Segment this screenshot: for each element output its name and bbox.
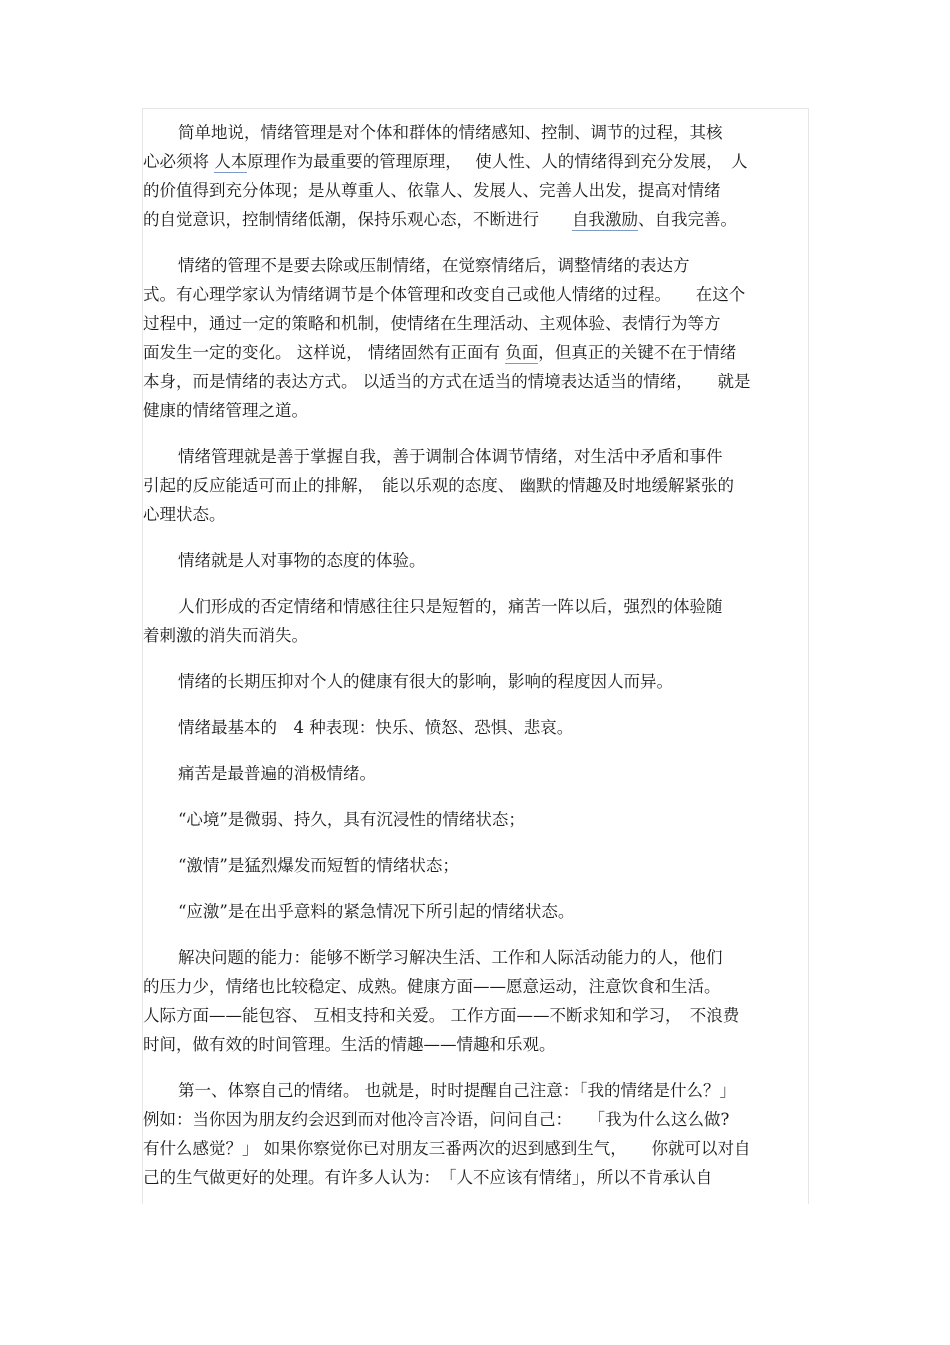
text-line	[143, 1134, 806, 1163]
text-run: 式。有心理学家认为情绪调节是个体管理和改变自己或他人情绪的过程。 在这个	[143, 285, 746, 304]
text-line	[143, 667, 806, 696]
text-run: 引起的反应能适可而止的排解， 能以乐观的态度、 幽默的情趣及时地缓解紧张的	[143, 476, 734, 495]
text-line	[143, 621, 806, 650]
text-line	[143, 396, 806, 425]
text-line	[143, 471, 806, 500]
text-line	[143, 592, 806, 621]
text-run: 过程中，通过一定的策略和机制，使情绪在生理活动、主观体验、表情行为等方	[143, 314, 721, 333]
text-run: “应激”是在出乎意料的紧急情况下所引起的情绪状态。	[178, 902, 575, 921]
text-line	[143, 713, 806, 742]
text-line	[143, 759, 806, 788]
text-run: 情绪的管理不是要去除或压制情绪，在觉察情绪后，调整情绪的表达方	[178, 256, 690, 275]
text-run: 面发生一定的变化。 这样说， 情绪固然有正面有	[143, 343, 506, 362]
text-line	[143, 943, 806, 972]
paragraph	[143, 118, 806, 234]
text-line	[143, 972, 806, 1001]
text-run: 心必须将	[143, 152, 215, 171]
text-line	[143, 805, 806, 834]
text-run: 心理状态。	[143, 505, 226, 524]
text-line	[143, 367, 806, 396]
paragraph	[143, 943, 806, 1059]
paragraph	[143, 759, 806, 788]
paragraph	[143, 713, 806, 742]
underlined-term: 人本	[214, 152, 248, 171]
text-run: 第一、体察自己的情绪。 也就是，时时提醒自己注意：「我的情绪是什么？」	[178, 1081, 736, 1100]
text-run: 的价值得到充分体现；是从尊重人、依靠人、发展人、完善人出发，提高对情绪	[143, 181, 721, 200]
text-run: 人们形成的否定情绪和情感往往只是短暂的，痛苦一阵以后，强烈的体验随	[178, 597, 723, 616]
text-line	[143, 897, 806, 926]
text-run: 情绪就是人对事物的态度的体验。	[178, 551, 426, 570]
text-line	[143, 442, 806, 471]
text-line	[143, 251, 806, 280]
paragraph-gap	[143, 696, 806, 713]
paragraph-gap	[143, 926, 806, 943]
text-run: 情绪管理就是善于掌握自我，善于调制合体调节情绪，对生活中矛盾和事件	[178, 447, 723, 466]
text-run: 人际方面——能包容、 互相支持和关爱。 工作方面——不断求知和学习， 不浪费	[143, 1006, 740, 1025]
text-run: 情绪最基本的 4 种表现：快乐、愤怒、恐惧、悲哀。	[178, 718, 574, 737]
text-line	[143, 1076, 806, 1105]
paragraph-gap	[143, 529, 806, 546]
paragraph	[143, 805, 806, 834]
paragraph	[143, 251, 806, 425]
text-run: 有什么感觉？」 如果你察觉你已对朋友三番两次的迟到感到生气， 你就可以对自	[143, 1139, 751, 1158]
text-line	[143, 1105, 806, 1134]
text-run: 己的生气做更好的处理。有许多人认为： 「人不应该有情绪」，所以不肯承认自	[143, 1168, 713, 1187]
paragraph	[143, 592, 806, 650]
text-line	[143, 280, 806, 309]
paragraph	[143, 546, 806, 575]
text-run: 情绪的长期压抑对个人的健康有很大的影响，影响的程度因人而异。	[178, 672, 673, 691]
text-run: 例如：当你因为朋友约会迟到而对他冷言冷语，问问自己： 「我为什么这么做?	[143, 1110, 730, 1129]
paragraph	[143, 667, 806, 696]
text-line	[143, 338, 806, 367]
paragraph-gap	[143, 425, 806, 442]
paragraph-gap	[143, 650, 806, 667]
text-line	[143, 851, 806, 880]
underlined-term: 自我激励	[572, 210, 638, 229]
text-line	[143, 147, 806, 176]
text-run: ，但真正的关键不在于情绪	[538, 343, 737, 362]
paragraph-gap	[143, 880, 806, 897]
paragraph-gap	[143, 834, 806, 851]
text-run: 的压力少，情绪也比较稳定、成熟。健康方面——愿意运动，注意饮食和生活。	[143, 977, 721, 996]
text-run: “心境”是微弱、持久，具有沉浸性的情绪状态；	[178, 810, 525, 829]
paragraph-gap	[143, 788, 806, 805]
text-line	[143, 205, 806, 234]
text-run: 解决问题的能力：能够不断学习解决生活、工作和人际活动能力的人，他们	[178, 948, 723, 967]
text-line	[143, 1030, 806, 1059]
text-run: “激情”是猛烈爆发而短暂的情绪状态；	[178, 856, 459, 875]
paragraph	[143, 442, 806, 529]
text-run: 、自我完善。	[638, 210, 737, 229]
text-run: 时间，做有效的时间管理。生活的情趣——情趣和乐观。	[143, 1035, 556, 1054]
text-run: 本身，而是情绪的表达方式。 以适当的方式在适当的情境表达适当的情绪， 就是	[143, 372, 751, 391]
text-line	[143, 500, 806, 529]
text-line	[143, 118, 806, 147]
document-body	[143, 118, 806, 1192]
text-run: 的自觉意识，控制情绪低潮，保持乐观心态，不断进行	[143, 210, 572, 229]
paragraph	[143, 851, 806, 880]
text-line	[143, 1163, 806, 1192]
paragraph	[143, 897, 806, 926]
text-line	[143, 176, 806, 205]
text-run: 简单地说，情绪管理是对个体和群体的情绪感知、控制、调节的过程，其核	[178, 123, 723, 142]
underlined-term: 负面	[505, 343, 539, 362]
paragraph-gap	[143, 1059, 806, 1076]
text-line	[143, 309, 806, 338]
text-run: 原理作为最重要的管理原理， 使人性、人的情绪得到充分发展， 人	[247, 152, 748, 171]
text-run: 痛苦是最普遍的消极情绪。	[178, 764, 376, 783]
text-run: 着刺激的消失而消失。	[143, 626, 308, 645]
paragraph-gap	[143, 234, 806, 251]
text-line	[143, 546, 806, 575]
text-run: 健康的情绪管理之道。	[143, 401, 308, 420]
paragraph-gap	[143, 742, 806, 759]
paragraph-gap	[143, 575, 806, 592]
paragraph	[143, 1076, 806, 1192]
text-line	[143, 1001, 806, 1030]
